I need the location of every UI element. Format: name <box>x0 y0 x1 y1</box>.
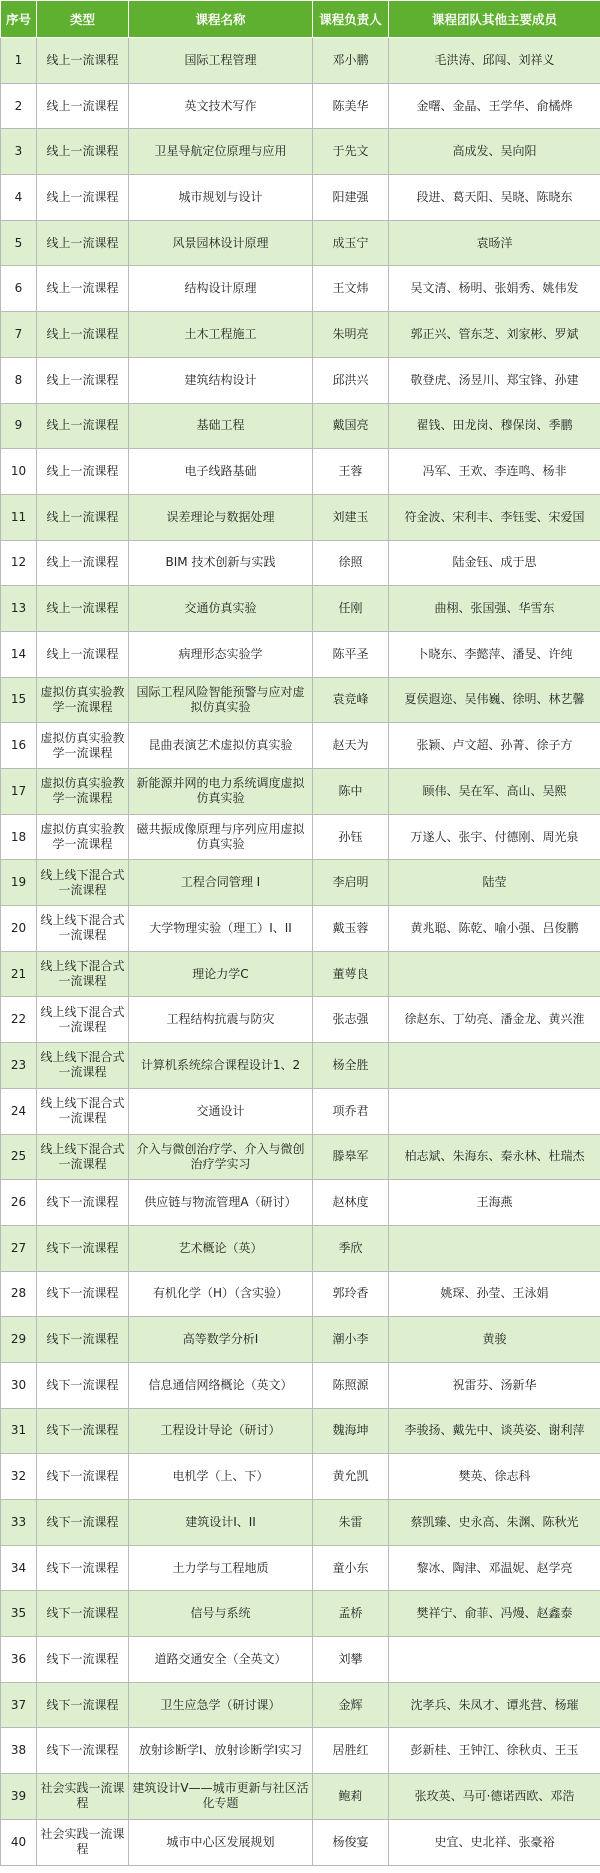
cell-lead: 黄允凯 <box>313 1454 389 1500</box>
cell-members: 李骏扬、戴先中、谈英姿、谢利萍 <box>389 1408 600 1454</box>
cell-course-name: 信息通信网络概论（英文） <box>129 1362 313 1408</box>
cell-members: 蔡凯臻、史永高、朱渊、陈秋光 <box>389 1500 600 1546</box>
cell-index: 26 <box>1 1180 37 1226</box>
table-row <box>1 540 600 586</box>
cell-members: 陆莹 <box>389 860 600 906</box>
cell-course-name: 交通仿真实验 <box>129 586 313 632</box>
table-row <box>1 860 600 906</box>
cell-members: 柏志斌、朱海东、秦永林、杜瑞杰 <box>389 1134 600 1180</box>
cell-lead: 任刚 <box>313 586 389 632</box>
cell-lead: 居胜红 <box>313 1728 389 1774</box>
cell-members: 顾伟、吴在军、高山、吴熙 <box>389 769 600 815</box>
cell-index: 39 <box>1 1774 37 1820</box>
table-row <box>1 1819 600 1865</box>
cell-course-name: 城市中心区发展规划 <box>129 1819 313 1865</box>
header-members: 课程团队其他主要成员 <box>389 1 600 38</box>
cell-lead: 王文炜 <box>313 266 389 312</box>
cell-index: 6 <box>1 266 37 312</box>
table-row <box>1 1500 600 1546</box>
table-row <box>1 1591 600 1637</box>
cell-index: 32 <box>1 1454 37 1500</box>
cell-type: 线上一流课程 <box>37 220 129 266</box>
table-row <box>1 1545 600 1591</box>
table-row <box>1 631 600 677</box>
cell-members: 樊英、徐志科 <box>389 1454 600 1500</box>
table-row <box>1 1043 600 1089</box>
cell-index: 18 <box>1 814 37 860</box>
cell-index: 16 <box>1 723 37 769</box>
header-lead: 课程负责人 <box>313 1 389 38</box>
table-row <box>1 1180 600 1226</box>
cell-course-name: 建筑设计V——城市更新与社区活化专题 <box>129 1774 313 1820</box>
cell-course-name: 供应链与物流管理A（研讨） <box>129 1180 313 1226</box>
table-row <box>1 723 600 769</box>
cell-index: 38 <box>1 1728 37 1774</box>
cell-members: 姚琛、孙莹、王泳娟 <box>389 1271 600 1317</box>
cell-type: 线上线下混合式一流课程 <box>37 906 129 952</box>
cell-lead: 季欣 <box>313 1225 389 1271</box>
cell-lead: 徐照 <box>313 540 389 586</box>
table-row <box>1 83 600 129</box>
cell-members <box>389 1088 600 1134</box>
cell-index: 7 <box>1 312 37 358</box>
cell-lead: 项乔君 <box>313 1088 389 1134</box>
cell-members: 郭正兴、管东芝、刘家彬、罗斌 <box>389 312 600 358</box>
cell-members: 沈孝兵、朱凤才、谭兆营、杨璀 <box>389 1682 600 1728</box>
cell-index: 4 <box>1 175 37 221</box>
table-row <box>1 1408 600 1454</box>
header-course-name: 课程名称 <box>129 1 313 38</box>
cell-members <box>389 951 600 997</box>
cell-type: 线下一流课程 <box>37 1454 129 1500</box>
cell-lead: 魏海坤 <box>313 1408 389 1454</box>
cell-type: 线下一流课程 <box>37 1362 129 1408</box>
cell-course-name: 结构设计原理 <box>129 266 313 312</box>
cell-lead: 陈美华 <box>313 83 389 129</box>
cell-course-name: 交通设计 <box>129 1088 313 1134</box>
cell-course-name: 理论力学C <box>129 951 313 997</box>
cell-index: 11 <box>1 494 37 540</box>
cell-type: 线上线下混合式一流课程 <box>37 1134 129 1180</box>
cell-course-name: 土木工程施工 <box>129 312 313 358</box>
table-row <box>1 357 600 403</box>
cell-type: 线下一流课程 <box>37 1225 129 1271</box>
cell-course-name: 病理形态实验学 <box>129 631 313 677</box>
cell-type: 线上一流课程 <box>37 38 129 84</box>
cell-index: 19 <box>1 860 37 906</box>
cell-index: 3 <box>1 129 37 175</box>
table-row <box>1 38 600 84</box>
table-row <box>1 1728 600 1774</box>
cell-members: 万遂人、张宇、付德刚、周光泉 <box>389 814 600 860</box>
cell-course-name: 新能源并网的电力系统调度虚拟仿真实验 <box>129 769 313 815</box>
cell-members: 吴文清、杨明、张娟秀、姚伟发 <box>389 266 600 312</box>
cell-course-name: 大学物理实验（理工）I、II <box>129 906 313 952</box>
cell-course-name: 昆曲表演艺术虚拟仿真实验 <box>129 723 313 769</box>
cell-lead: 孟桥 <box>313 1591 389 1637</box>
cell-type: 线上一流课程 <box>37 83 129 129</box>
cell-members: 卜晓东、李懿萍、潘旻、许纯 <box>389 631 600 677</box>
cell-lead: 郭玲香 <box>313 1271 389 1317</box>
cell-lead: 陈平圣 <box>313 631 389 677</box>
cell-course-name: 道路交通安全（全英文） <box>129 1637 313 1683</box>
cell-members: 黎冰、陶津、邓温妮、赵学亮 <box>389 1545 600 1591</box>
cell-type: 线上一流课程 <box>37 403 129 449</box>
cell-lead: 刘建玉 <box>313 494 389 540</box>
cell-lead: 董萼良 <box>313 951 389 997</box>
cell-members: 张玫英、马可·德诺西欧、邓浩 <box>389 1774 600 1820</box>
cell-members: 符金波、宋利丰、李钰雯、宋爱国 <box>389 494 600 540</box>
cell-index: 33 <box>1 1500 37 1546</box>
cell-type: 线上一流课程 <box>37 175 129 221</box>
cell-type: 线下一流课程 <box>37 1317 129 1363</box>
table-row <box>1 220 600 266</box>
cell-type: 线下一流课程 <box>37 1682 129 1728</box>
cell-index: 17 <box>1 769 37 815</box>
cell-type: 虚拟仿真实验教学一流课程 <box>37 723 129 769</box>
cell-type: 线上一流课程 <box>37 449 129 495</box>
cell-course-name: 介入与微创治疗学、介入与微创治疗学实习 <box>129 1134 313 1180</box>
cell-index: 12 <box>1 540 37 586</box>
cell-course-name: 高等数学分析I <box>129 1317 313 1363</box>
cell-course-name: 工程合同管理 I <box>129 860 313 906</box>
cell-course-name: 卫生应急学（研讨课） <box>129 1682 313 1728</box>
cell-lead: 潮小李 <box>313 1317 389 1363</box>
table-row <box>1 129 600 175</box>
cell-type: 线下一流课程 <box>37 1271 129 1317</box>
cell-lead: 朱明亮 <box>313 312 389 358</box>
cell-course-name: 建筑设计I、II <box>129 1500 313 1546</box>
cell-index: 36 <box>1 1637 37 1683</box>
cell-members <box>389 1043 600 1089</box>
cell-lead: 邓小鹏 <box>313 38 389 84</box>
cell-course-name: 工程设计导论（研讨） <box>129 1408 313 1454</box>
cell-members: 祝雷芬、汤新华 <box>389 1362 600 1408</box>
cell-index: 29 <box>1 1317 37 1363</box>
table-row <box>1 1317 600 1363</box>
cell-type: 线上一流课程 <box>37 494 129 540</box>
table-row <box>1 951 600 997</box>
cell-type: 线上一流课程 <box>37 266 129 312</box>
cell-course-name: 计算机系统综合课程设计1、2 <box>129 1043 313 1089</box>
cell-lead: 于先文 <box>313 129 389 175</box>
cell-members: 徐赵东、丁幼亮、潘金龙、黄兴淮 <box>389 997 600 1043</box>
cell-lead: 鲍莉 <box>313 1774 389 1820</box>
cell-course-name: BIM 技术创新与实践 <box>129 540 313 586</box>
table-row <box>1 1134 600 1180</box>
cell-lead: 戴国亮 <box>313 403 389 449</box>
cell-members: 冯军、王欢、李连鸣、杨非 <box>389 449 600 495</box>
cell-type: 线上一流课程 <box>37 586 129 632</box>
cell-index: 21 <box>1 951 37 997</box>
table-row <box>1 769 600 815</box>
cell-course-name: 风景园林设计原理 <box>129 220 313 266</box>
cell-course-name: 误差理论与数据处理 <box>129 494 313 540</box>
table-row <box>1 1088 600 1134</box>
cell-lead: 王蓉 <box>313 449 389 495</box>
cell-members <box>389 1225 600 1271</box>
cell-index: 40 <box>1 1819 37 1865</box>
cell-members: 黄骏 <box>389 1317 600 1363</box>
cell-lead: 杨全胜 <box>313 1043 389 1089</box>
cell-index: 25 <box>1 1134 37 1180</box>
cell-type: 线上线下混合式一流课程 <box>37 1043 129 1089</box>
cell-members: 史宜、史北祥、张豪裕 <box>389 1819 600 1865</box>
cell-type: 线下一流课程 <box>37 1637 129 1683</box>
cell-course-name: 卫星导航定位原理与应用 <box>129 129 313 175</box>
cell-index: 37 <box>1 1682 37 1728</box>
cell-course-name: 土力学与工程地质 <box>129 1545 313 1591</box>
cell-course-name: 城市规划与设计 <box>129 175 313 221</box>
cell-index: 14 <box>1 631 37 677</box>
cell-type: 线上一流课程 <box>37 540 129 586</box>
cell-index: 28 <box>1 1271 37 1317</box>
cell-index: 15 <box>1 677 37 723</box>
table-row <box>1 586 600 632</box>
cell-index: 10 <box>1 449 37 495</box>
cell-type: 线上线下混合式一流课程 <box>37 997 129 1043</box>
cell-type: 线上一流课程 <box>37 312 129 358</box>
cell-members: 高成发、吴向阳 <box>389 129 600 175</box>
header-type: 类型 <box>37 1 129 38</box>
table-row <box>1 1774 600 1820</box>
cell-lead: 金辉 <box>313 1682 389 1728</box>
cell-type: 线下一流课程 <box>37 1180 129 1226</box>
cell-lead: 张志强 <box>313 997 389 1043</box>
table-row <box>1 403 600 449</box>
cell-index: 30 <box>1 1362 37 1408</box>
cell-lead: 李启明 <box>313 860 389 906</box>
cell-type: 虚拟仿真实验教学一流课程 <box>37 814 129 860</box>
cell-course-name: 基础工程 <box>129 403 313 449</box>
table-row <box>1 1225 600 1271</box>
header-row <box>1 1 600 38</box>
cell-type: 线上一流课程 <box>37 631 129 677</box>
table-row <box>1 677 600 723</box>
cell-members: 黄兆聪、陈乾、喻小强、吕俊鹏 <box>389 906 600 952</box>
cell-course-name: 工程结构抗震与防灾 <box>129 997 313 1043</box>
cell-members: 金曙、金晶、王学华、俞橘烨 <box>389 83 600 129</box>
cell-course-name: 电机学（上、下） <box>129 1454 313 1500</box>
cell-type: 虚拟仿真实验教学一流课程 <box>37 677 129 723</box>
cell-type: 线上线下混合式一流课程 <box>37 1088 129 1134</box>
cell-members: 袁旸洋 <box>389 220 600 266</box>
cell-lead: 陈照源 <box>313 1362 389 1408</box>
cell-members: 曲栩、张国强、华雪东 <box>389 586 600 632</box>
cell-members: 段进、葛天阳、吴晓、陈晓东 <box>389 175 600 221</box>
cell-type: 线上一流课程 <box>37 357 129 403</box>
cell-members: 张颖、卢文超、孙菁、徐子方 <box>389 723 600 769</box>
cell-course-name: 建筑结构设计 <box>129 357 313 403</box>
cell-members: 陆金钰、成于思 <box>389 540 600 586</box>
cell-lead: 杨俊宴 <box>313 1819 389 1865</box>
cell-course-name: 信号与系统 <box>129 1591 313 1637</box>
table-row <box>1 814 600 860</box>
table-row <box>1 175 600 221</box>
cell-index: 9 <box>1 403 37 449</box>
header-index: 序号 <box>1 1 37 38</box>
table-row <box>1 312 600 358</box>
cell-type: 虚拟仿真实验教学一流课程 <box>37 769 129 815</box>
cell-lead: 邱洪兴 <box>313 357 389 403</box>
cell-course-name: 艺术概论（英） <box>129 1225 313 1271</box>
cell-course-name: 国际工程风险智能预警与应对虚拟仿真实验 <box>129 677 313 723</box>
table-row <box>1 1454 600 1500</box>
table-row <box>1 1271 600 1317</box>
cell-members <box>389 1637 600 1683</box>
cell-index: 34 <box>1 1545 37 1591</box>
cell-lead: 陈中 <box>313 769 389 815</box>
cell-lead: 戴玉蓉 <box>313 906 389 952</box>
cell-type: 线上线下混合式一流课程 <box>37 860 129 906</box>
cell-index: 22 <box>1 997 37 1043</box>
cell-members: 樊祥宁、俞菲、冯熳、赵鑫泰 <box>389 1591 600 1637</box>
cell-course-name: 英文技术写作 <box>129 83 313 129</box>
cell-lead: 朱雷 <box>313 1500 389 1546</box>
cell-members: 敬登虎、汤昱川、郑宝锋、孙建 <box>389 357 600 403</box>
cell-lead: 赵天为 <box>313 723 389 769</box>
cell-type: 线下一流课程 <box>37 1408 129 1454</box>
cell-type: 线上线下混合式一流课程 <box>37 951 129 997</box>
cell-lead: 赵林度 <box>313 1180 389 1226</box>
table-row <box>1 906 600 952</box>
cell-members: 王海燕 <box>389 1180 600 1226</box>
table-row <box>1 1682 600 1728</box>
table-row <box>1 494 600 540</box>
table-row <box>1 1362 600 1408</box>
cell-index: 27 <box>1 1225 37 1271</box>
cell-index: 8 <box>1 357 37 403</box>
table-row <box>1 266 600 312</box>
cell-lead: 刘攀 <box>313 1637 389 1683</box>
cell-index: 35 <box>1 1591 37 1637</box>
cell-lead: 袁竞峰 <box>313 677 389 723</box>
cell-type: 线下一流课程 <box>37 1500 129 1546</box>
cell-type: 线下一流课程 <box>37 1591 129 1637</box>
cell-index: 13 <box>1 586 37 632</box>
cell-lead: 童小东 <box>313 1545 389 1591</box>
cell-lead: 孙钰 <box>313 814 389 860</box>
cell-index: 1 <box>1 38 37 84</box>
cell-course-name: 国际工程管理 <box>129 38 313 84</box>
cell-lead: 滕皋军 <box>313 1134 389 1180</box>
cell-index: 31 <box>1 1408 37 1454</box>
cell-course-name: 放射诊断学I、放射诊断学I实习 <box>129 1728 313 1774</box>
table-row <box>1 1637 600 1683</box>
table-row <box>1 997 600 1043</box>
cell-members: 翟钱、田龙岗、穆保岗、季鹏 <box>389 403 600 449</box>
cell-lead: 阳建强 <box>313 175 389 221</box>
cell-index: 2 <box>1 83 37 129</box>
cell-members: 夏侯遐迩、吴伟巍、徐明、林艺馨 <box>389 677 600 723</box>
cell-index: 20 <box>1 906 37 952</box>
cell-type: 线上一流课程 <box>37 129 129 175</box>
cell-course-name: 有机化学（H）（含实验） <box>129 1271 313 1317</box>
cell-index: 24 <box>1 1088 37 1134</box>
cell-course-name: 磁共振成像原理与序列应用虚拟仿真实验 <box>129 814 313 860</box>
cell-type: 社会实践一流课程 <box>37 1774 129 1820</box>
cell-members: 彭新桂、王钟江、徐秋贞、王玉 <box>389 1728 600 1774</box>
cell-course-name: 电子线路基础 <box>129 449 313 495</box>
cell-index: 23 <box>1 1043 37 1089</box>
cell-members: 毛洪涛、邱闯、刘祥义 <box>389 38 600 84</box>
cell-index: 5 <box>1 220 37 266</box>
cell-type: 线下一流课程 <box>37 1728 129 1774</box>
cell-type: 线下一流课程 <box>37 1545 129 1591</box>
table-row <box>1 449 600 495</box>
cell-type: 社会实践一流课程 <box>37 1819 129 1865</box>
cell-lead: 成玉宁 <box>313 220 389 266</box>
